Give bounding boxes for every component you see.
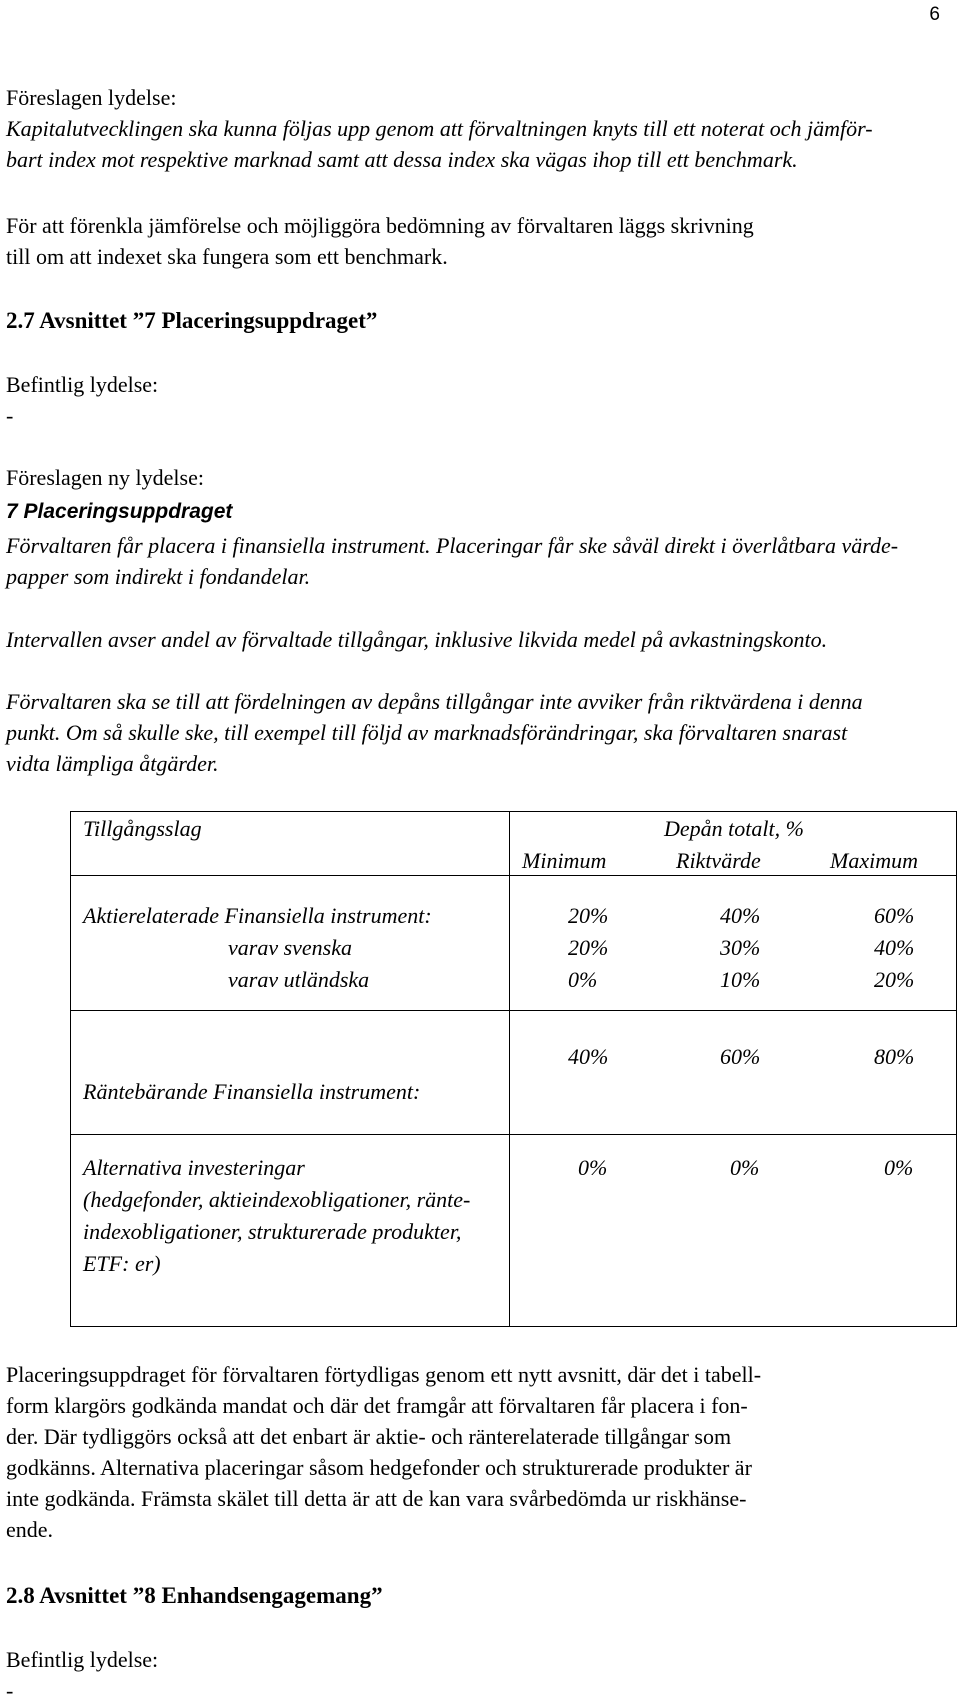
equity-foreign-label: varav utländska (228, 967, 370, 992)
paragraph-3 (6, 686, 956, 779)
table-header-row (71, 812, 957, 876)
alternative-min: 0% (578, 1155, 608, 1180)
proposed-new-label: Föreslagen ny lydelse: (6, 465, 204, 490)
equity-min: 20% (568, 903, 609, 928)
paragraph-2: Intervallen avser andel av förvaltade tillgångar, inklusive likvida medel på avkastningskonto. (6, 627, 828, 652)
col-min-label: Minimum (522, 848, 607, 873)
fixed-income-label-cell (71, 1011, 510, 1135)
table-row-equity (71, 876, 957, 1011)
paragraph-line: papper som indirekt i fondandelar. (6, 564, 311, 589)
proposed-wording-a (6, 82, 956, 175)
comment-line: ende. (6, 1517, 54, 1542)
proposed-text-line: bart index mot respektive marknad samt att dessa index ska vägas ihop till ett benchmark. (6, 147, 798, 172)
proposed-title: 7 Placeringsuppdraget (6, 500, 233, 523)
equity-target: 40% (720, 903, 761, 928)
proposed-label: Föreslagen lydelse: (6, 85, 177, 110)
header-depot-cell (510, 812, 957, 876)
comment-a (6, 210, 956, 272)
col-target-label: Riktvärde (676, 848, 761, 873)
comment-line: der. Där tydliggörs också att det enbart är aktie- och ränterelaterade tillgångar som (6, 1424, 732, 1449)
existing-wording-2-8 (6, 1644, 956, 1706)
alternative-line: indexobligationer, strukturerade produkter, (83, 1219, 462, 1244)
paragraph-1 (6, 530, 956, 592)
existing-label: Befintlig lydelse: (6, 1647, 159, 1672)
paragraph-line: Förvaltaren får placera i finansiella instrument. Placeringar får ske såväl direkt i överlåtbara värde- (6, 533, 899, 558)
alternative-label-cell (71, 1135, 510, 1327)
equity-label-cell (71, 876, 510, 1011)
col-group-label: Depån totalt, % (664, 816, 804, 841)
paragraph-line: punkt. Om så skulle ske, till exempel till följd av marknadsförändringar, ska förvaltaren snarast (6, 720, 848, 745)
comment-line: inte godkända. Främsta skälet till detta är att de kan vara svårbedömda ur riskhänse- (6, 1486, 747, 1511)
equity-swedish-target: 30% (720, 935, 761, 960)
alternative-values-cell (510, 1135, 957, 1327)
allocation-table (70, 811, 957, 1327)
comment-line: till om att indexet ska fungera som ett benchmark. (6, 244, 448, 269)
table-row-fixed-income (71, 1011, 957, 1135)
proposed-text-line: Kapitalutvecklingen ska kunna följas upp genom att förvaltningen knyts till ett noterat och jämför- (6, 116, 873, 141)
equity-swedish-min: 20% (568, 935, 609, 960)
fixed-income-target: 60% (720, 1044, 761, 1069)
existing-value: - (6, 1678, 14, 1703)
col-max-label: Maximum (830, 848, 918, 873)
table-row-alternative (71, 1135, 957, 1327)
alternative-target: 0% (730, 1155, 760, 1180)
equity-swedish-max: 40% (874, 935, 915, 960)
equity-label: Aktierelaterade Finansiella instrument: (83, 903, 432, 928)
equity-foreign-max: 20% (874, 967, 915, 992)
equity-foreign-min: 0% (568, 967, 598, 992)
alternative-line: Alternativa investeringar (83, 1155, 305, 1180)
equity-swedish-label: varav svenska (228, 935, 353, 960)
page-number: 6 (929, 4, 940, 25)
header-asset-cell (71, 812, 510, 876)
paragraph-line: Förvaltaren ska se till att fördelningen av depåns tillgångar inte avviker från riktvärdena i denna (6, 689, 863, 714)
col-asset-label: Tillgångsslag (83, 816, 202, 841)
fixed-income-min: 40% (568, 1044, 609, 1069)
existing-label: Befintlig lydelse: (6, 372, 159, 397)
alternative-max: 0% (884, 1155, 914, 1180)
fixed-income-max: 80% (874, 1044, 915, 1069)
comment-line: För att förenkla jämförelse och möjliggöra bedömning av förvaltaren läggs skrivning (6, 213, 754, 238)
comment-line: form klargörs godkända mandat och där det framgår att förvaltaren får placera i fon- (6, 1393, 748, 1418)
fixed-income-values-cell (510, 1011, 957, 1135)
section-2-7-heading: 2.7 Avsnittet ”7 Placeringsuppdraget” (6, 308, 378, 333)
equity-max: 60% (874, 903, 915, 928)
alternative-line: (hedgefonder, aktieindexobligationer, ränte- (83, 1187, 471, 1212)
paragraph-line: vidta lämpliga åtgärder. (6, 751, 219, 776)
existing-value: - (6, 403, 14, 428)
alternative-line: ETF: er) (83, 1251, 161, 1276)
equity-foreign-target: 10% (720, 967, 761, 992)
comment-line: Placeringsuppdraget för förvaltaren förtydligas genom ett nytt avsnitt, där det i tabell- (6, 1362, 762, 1387)
comment-line: godkänns. Alternativa placeringar såsom hedgefonder och strukturerade produkter är (6, 1455, 752, 1480)
comment-2-7 (6, 1359, 956, 1545)
fixed-income-label: Räntebärande Finansiella instrument: (83, 1079, 421, 1104)
existing-wording (6, 369, 956, 431)
section-2-8-heading: 2.8 Avsnittet ”8 Enhandsengagemang” (6, 1583, 383, 1608)
equity-values-cell (510, 876, 957, 1011)
